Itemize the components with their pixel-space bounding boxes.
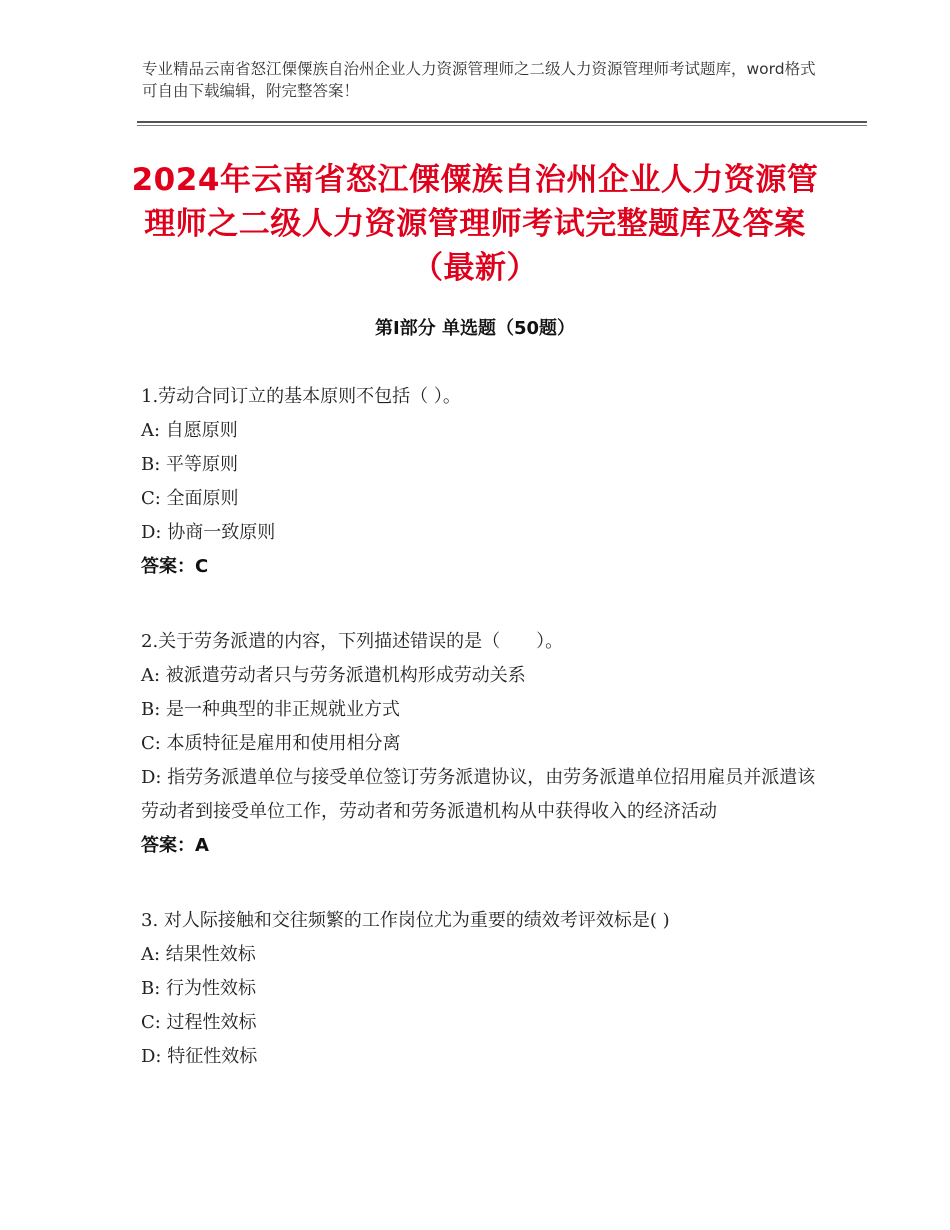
option-b: B: 平等原则 <box>141 454 239 475</box>
option-d: D: 指劳务派遣单位与接受单位签订劳务派遣协议，由劳务派遣单位招用雇员并派遣该劳动者到接受单位工作，劳动者和劳务派遣机构从中获得收入的经济活动 <box>141 767 816 822</box>
header-divider-thin <box>137 125 867 126</box>
option-a: A: 结果性效标 <box>141 944 256 965</box>
option-b: B: 行为性效标 <box>141 978 257 999</box>
answer-line: 答案：A <box>141 835 209 856</box>
question-2 <box>141 625 831 863</box>
option-c: C: 全面原则 <box>141 488 239 509</box>
question-stem: 3. 对人际接触和交往频繁的工作岗位尤为重要的绩效考评效标是( ) <box>141 910 670 931</box>
option-d: D: 协商一致原则 <box>141 522 276 543</box>
option-b: B: 是一种典型的非正规就业方式 <box>141 699 401 720</box>
question-stem: 1.劳动合同订立的基本原则不包括（ ）。 <box>141 386 461 407</box>
option-d: D: 特征性效标 <box>141 1046 258 1067</box>
question-1 <box>141 380 831 584</box>
header-divider-thick <box>137 121 867 123</box>
document-title: 2024年云南省怒江傈僳族自治州企业人力资源管理师之二级人力资源管理师考试完整题库及答案（最新） <box>131 162 819 286</box>
option-a: A: 自愿原则 <box>141 420 238 441</box>
section-title: 第Ⅰ部分 单选题（50题） <box>374 318 575 339</box>
question-list <box>141 380 831 1115</box>
option-c: C: 过程性效标 <box>141 1012 257 1033</box>
option-c: C: 本质特征是雇用和使用相分离 <box>141 733 401 754</box>
question-stem: 2.关于劳务派遣的内容，下列描述错误的是（ ）。 <box>141 631 564 652</box>
question-3 <box>141 904 831 1074</box>
option-a: A: 被派遣劳动者只与劳务派遣机构形成劳动关系 <box>141 665 526 686</box>
answer-line: 答案：C <box>141 556 209 577</box>
header-note: 专业精品云南省怒江傈僳族自治州企业人力资源管理师之二级人力资源管理师考试题库，word格式可自由下载编辑，附完整答案！ <box>142 60 816 100</box>
